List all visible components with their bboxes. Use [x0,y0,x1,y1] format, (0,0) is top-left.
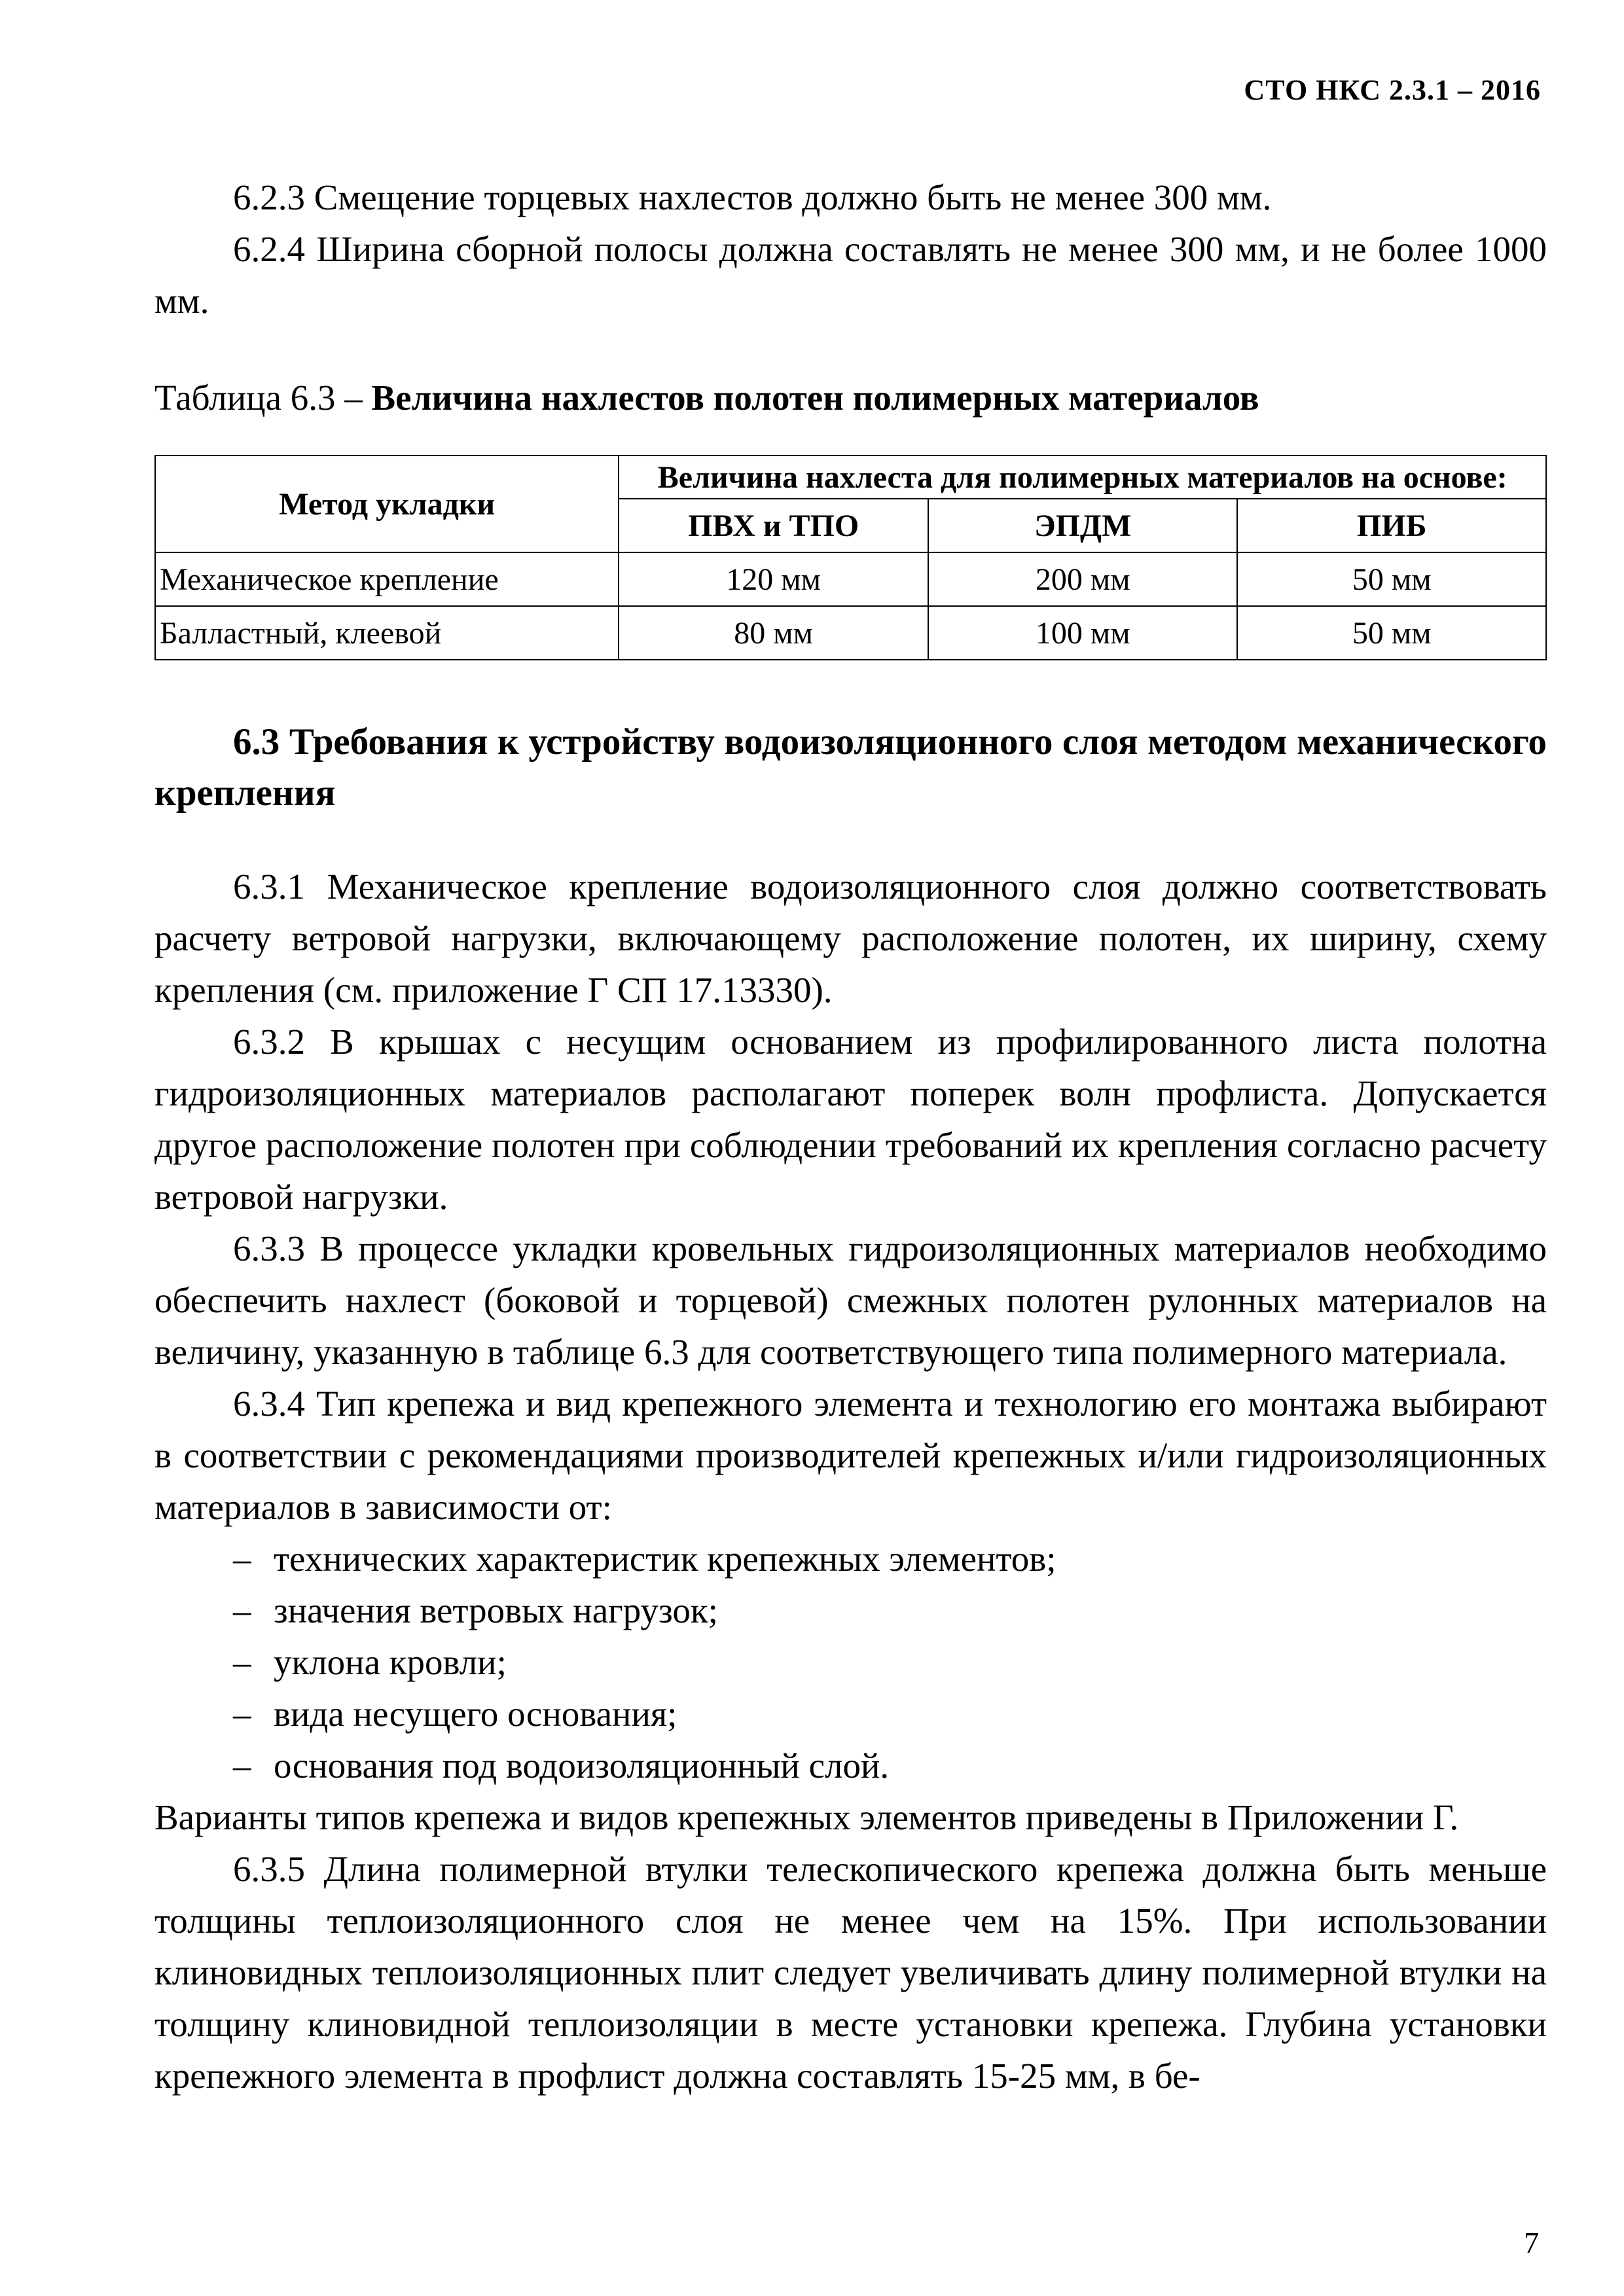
paragraph-6-3-5: 6.3.5 Длина полимерной втулки телескопического крепежа должна быть меньше толщины теплоизоляционного слоя не менее чем на 15%. При использовании клиновидных теплоизоляционных плит следует увеличивать длину полимерной втулки на толщину клиновидной теплоизоляции в месте установки крепежа. Глубина установки крепежного элемента в профлист должна составлять 15-25 мм, в бе- [154,1849,1547,2096]
dash-bullet: – [233,1539,251,1579]
paragraph-6-3-3: 6.3.3 В процессе укладки кровельных гидроизоляционных материалов необходимо обеспечить нахлест (боковой и торцевой) смежных полотен рулонных материалов на величину, указанную в таблице 6.3 для соответствующего типа полимерного материала. [154,1229,1547,1372]
row-value: 120 мм [619,552,928,606]
table-row [155,552,1546,606]
row-value: 50 мм [1237,552,1546,606]
list-item: – уклона кровли; [154,1636,1547,1688]
table-header-row [155,456,1546,499]
dash-bullet: – [233,1694,251,1734]
row-method: Механическое крепление [155,552,619,606]
header-pib: ПИБ [1237,499,1546,552]
table-caption [154,375,1259,421]
list-item: – основания под водоизоляционный слой. [154,1740,1547,1791]
row-value: 80 мм [619,606,928,660]
table-caption-title: Величина нахлестов полотен полимерных материалов [371,378,1259,418]
table-row [155,606,1546,660]
header-group: Величина нахлеста для полимерных материалов на основе: [619,456,1546,499]
row-value: 100 мм [928,606,1238,660]
list-item: – технических характеристик крепежных элементов; [154,1533,1547,1585]
paragraph-variants: Варианты типов крепежа и видов крепежных элементов приведены в Приложении Г. [154,1797,1459,1837]
list-item: – значения ветровых нагрузок; [154,1585,1547,1636]
dependency-list [154,1533,1547,1791]
top-paragraphs [154,171,1547,327]
row-method: Балластный, клеевой [155,606,619,660]
paragraph-6-3-1: 6.3.1 Механическое крепление водоизоляционного слоя должно соответствовать расчету ветровой нагрузки, включающему расположение полотен, их ширину, схему крепления (см. приложение Г СП 17.13330). [154,867,1547,1010]
paragraph-6-2-4: 6.2.4 Ширина сборной полосы должна составлять не менее 300 мм, и не более 1000 мм. [154,229,1547,321]
overlap-table [154,455,1547,660]
header-pvc-tpo: ПВХ и ТПО [619,499,928,552]
section-heading: 6.3 Требования к устройству водоизоляционного слоя методом механического крепления [154,721,1547,814]
paragraph-6-3-2: 6.3.2 В крышах с несущим основанием из профилированного листа полотна гидроизоляционных материалов располагают поперек волн профлиста. Допускается другое расположение полотен при соблюдении требований их крепления согласно расчету ветровой нагрузки. [154,1022,1547,1217]
dash-bullet: – [233,1746,251,1785]
header-epdm: ЭПДМ [928,499,1238,552]
header-method: Метод укладки [155,456,619,552]
paragraph-6-3-4: 6.3.4 Тип крепежа и вид крепежного элемента и технологию его монтажа выбирают в соответствии с рекомендациями производителей крепежных и/или гидроизоляционных материалов в зависимости от: [154,1384,1547,1527]
section-body [154,861,1547,2102]
dash-bullet: – [233,1642,251,1682]
table-caption-prefix: Таблица 6.3 – [154,378,372,418]
document-code-header: СТО НКС 2.3.1 – 2016 [1244,74,1541,106]
paragraph-6-2-3: 6.2.3 Смещение торцевых нахлестов должно быть не менее 300 мм. [233,177,1272,217]
dash-bullet: – [233,1590,251,1630]
list-item: – вида несущего основания; [154,1688,1547,1740]
row-value: 50 мм [1237,606,1546,660]
row-value: 200 мм [928,552,1238,606]
page-number: 7 [1524,2226,1539,2259]
